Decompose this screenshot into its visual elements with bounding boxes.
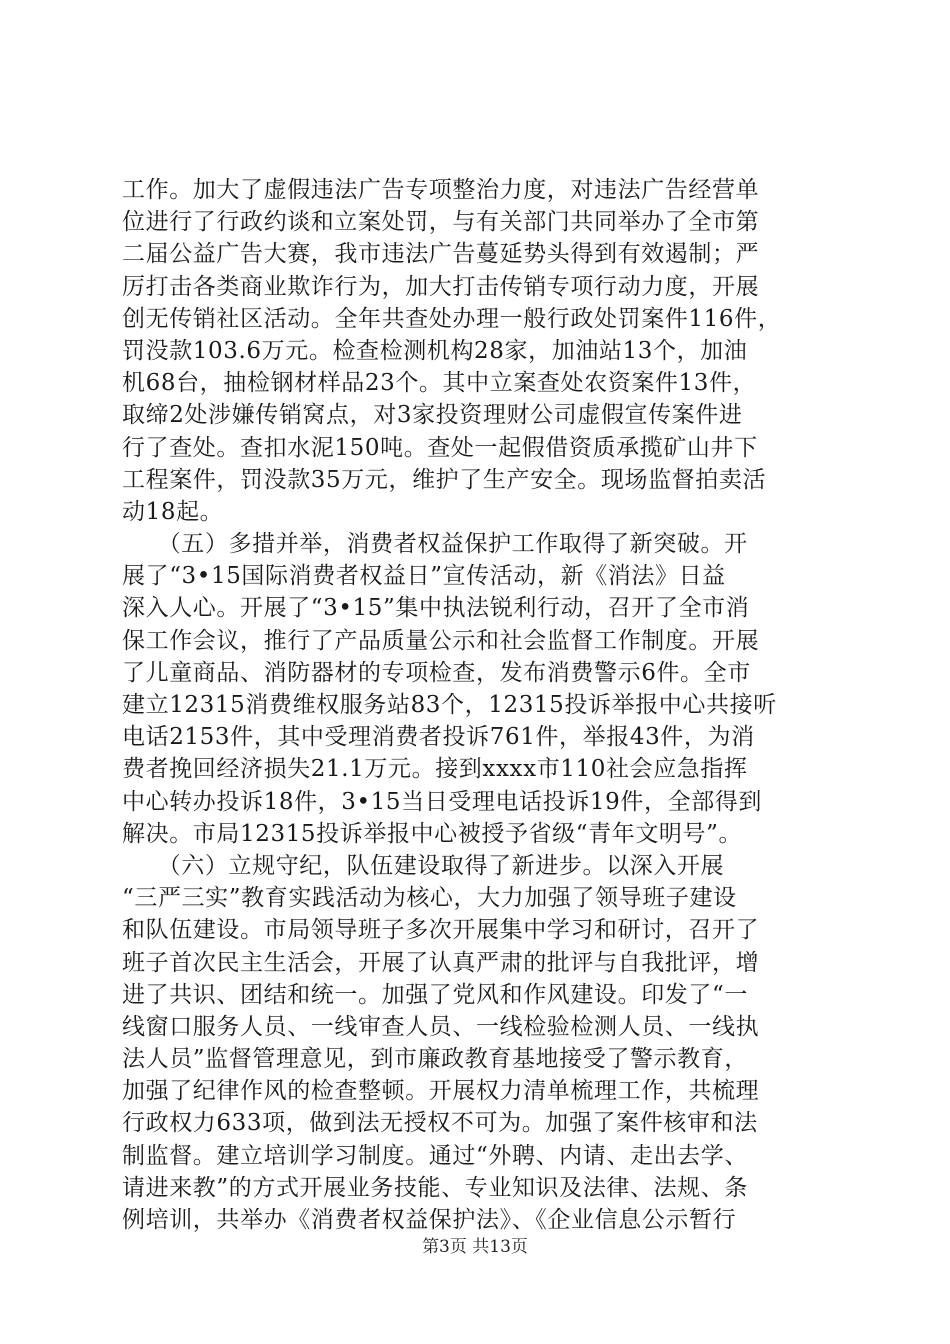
text-line: 费者挽回经济损失21.1万元。接到xxxx市110社会应急指挥	[122, 756, 748, 783]
text-line: 厉打击各类商业欺诈行为，加大打击传销专项行动力度，开展	[122, 273, 760, 300]
text-line: 展了“3•15国际消费者权益日”宣传活动，新《消法》日益	[122, 563, 726, 590]
text-line: 取缔2处涉嫌传销窝点，对3家投资理财公司虚假宣传案件进	[122, 402, 743, 429]
text-line: 动18起。	[122, 498, 224, 525]
text-line: 罚没款103.6万元。检查检测机构28家，加油站13个，加油	[122, 337, 748, 364]
text-line: 工程案件，罚没款35万元，维护了生产安全。现场监督拍卖活	[122, 466, 767, 493]
text-line: 了儿童商品、消防器材的专项检查，发布消费警示6件。全市	[122, 659, 751, 686]
text-line: 电话2153件，其中受理消费者投诉761件，举报43件，为消	[122, 724, 755, 751]
text-line: 行了查处。查扣水泥150吨。查处一起假借资质承揽矿山井下	[122, 434, 758, 461]
text-line: 制监督。建立培训学习制度。通过“外聘、内请、走出去学、	[122, 1142, 748, 1169]
text-line: 例培训，共举办《消费者权益保护法》、《企业信息公示暂行	[122, 1207, 737, 1233]
text-line: 请进来教”的方式开展业务技能、专业知识及法律、法规、条	[122, 1174, 748, 1201]
text-line: “三严三实”教育实践活动为核心，大力加强了领导班子建设	[122, 885, 737, 912]
text-line: 线窗口服务人员、一线审查人员、一线检验检测人员、一线执	[122, 1013, 760, 1040]
text-line: 解决。市局12315投诉举报中心被授予省级“青年文明号”。	[122, 820, 743, 847]
text-line: 二届公益广告大赛，我市违法广告蔓延势头得到有效遏制；严	[122, 241, 760, 268]
text-line: 工作。加大了虚假违法广告专项整治力度，对违法广告经营单	[122, 177, 760, 203]
text-line: 班子首次民主生活会，开展了认真严肃的批评与自我批评，增	[122, 949, 760, 976]
text-line: 创无传销社区活动。全年共查处办理一般行政处罚案件116件，	[122, 305, 782, 332]
text-line: 中心转办投诉18件，3•15当日受理电话投诉19件，全部得到	[122, 788, 762, 815]
text-line: 进了共识、团结和统一。加强了党风和作风建设。印发了“一	[122, 981, 748, 1008]
body-text	[122, 174, 834, 1236]
text-line: 保工作会议，推行了产品质量公示和社会监督工作制度。开展	[122, 627, 760, 654]
text-line: 和队伍建设。市局领导班子多次开展集中学习和研讨，召开了	[122, 917, 760, 944]
text-line: 行政权力633项，做到法无授权不可为。加强了案件核审和法	[122, 1110, 758, 1137]
text-line: （六）立规守纪，队伍建设取得了新进步。以深入开展	[122, 852, 725, 879]
text-line: 法人员”监督管理意见，到市廉政教育基地接受了警示教育，	[122, 1046, 748, 1073]
text-line: 加强了纪律作风的检查整顿。开展权力清单梳理工作，共梳理	[122, 1078, 760, 1105]
text-line: 建立12315消费维权服务站83个，12315投诉举报中心共接听	[122, 692, 777, 718]
text-line: 机68台，抽检钢材样品23个。其中立案查处农资案件13件，	[122, 370, 757, 397]
text-line: （五）多措并举，消费者权益保护工作取得了新突破。开	[122, 531, 748, 558]
page-number-footer: 第3页 共13页	[422, 1237, 528, 1257]
text-line: 深入人心。开展了“3•15”集中执法锐利行动，召开了全市消	[122, 595, 750, 622]
text-line: 位进行了行政约谈和立案处罚，与有关部门共同举办了全市第	[122, 209, 760, 236]
